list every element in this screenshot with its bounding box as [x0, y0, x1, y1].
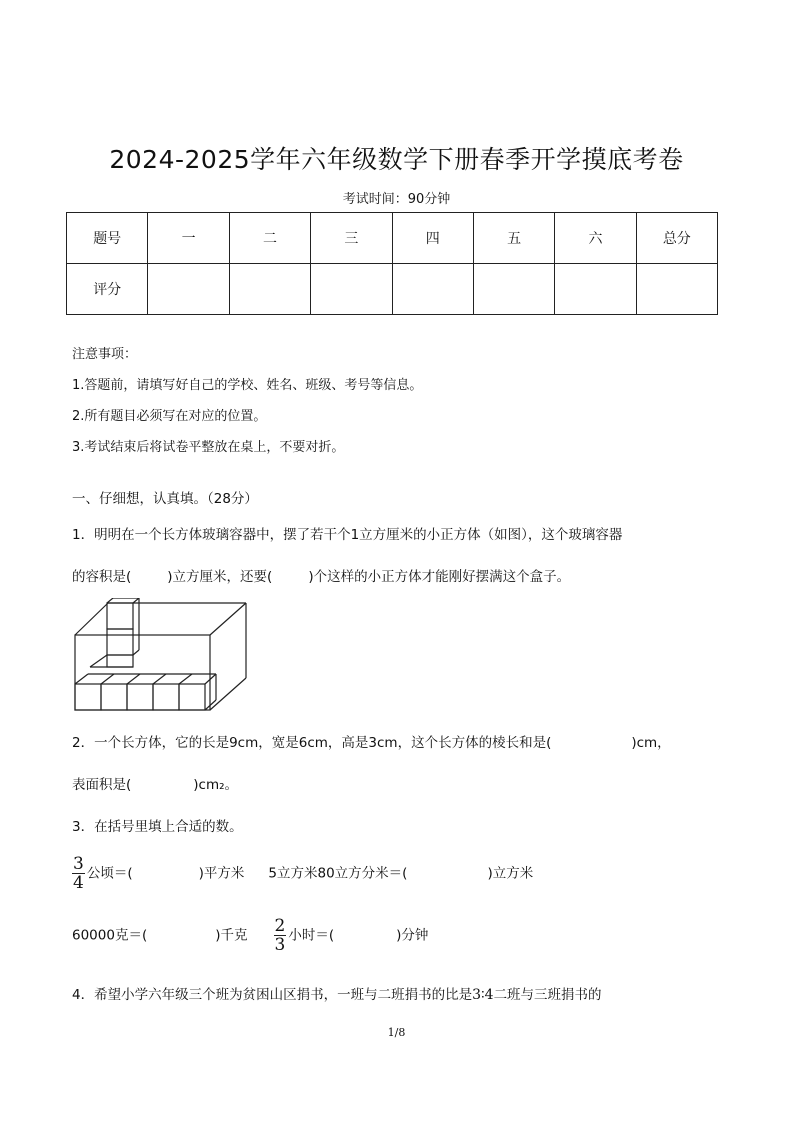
header-cell: 题号	[67, 213, 148, 264]
q3-text: )分钟	[396, 927, 429, 944]
score-cell[interactable]	[473, 264, 554, 315]
cube-container-figure	[70, 598, 252, 714]
q2-text: )cm₂。	[193, 777, 239, 793]
section-heading: 一、仔细想，认真填。（28分）	[72, 491, 258, 507]
q3-text: 公顷＝(	[86, 865, 133, 882]
header-cell: 一	[148, 213, 229, 264]
notes-heading: 注意事项：	[72, 347, 138, 362]
q3-text: )平方米	[198, 865, 245, 882]
header-cell: 总分	[636, 213, 717, 264]
question-3-heading: 3．在括号里填上合适的数。	[72, 819, 243, 835]
fraction-denominator: 3	[274, 935, 286, 955]
ratio-value: 3∶4	[472, 987, 494, 1003]
score-table-score-row	[67, 264, 718, 315]
q1-text: )个这样的小正方体才能刚好摆满这个盒子。	[308, 569, 571, 585]
q2-text: 表面积是(	[72, 777, 132, 793]
fraction-two-thirds	[274, 917, 287, 954]
score-cell[interactable]	[636, 264, 717, 315]
page-title: 2024-2025学年六年级数学下册春季开学摸底考卷	[109, 145, 684, 174]
q1-text: )立方厘米，还要(	[167, 569, 273, 585]
question-3-row-2	[72, 917, 428, 954]
header-cell: 三	[311, 213, 392, 264]
fraction-denominator: 4	[73, 873, 84, 893]
score-cell[interactable]	[555, 264, 636, 315]
q2-text: 2．一个长方体，它的长是9cm，宽是6cm，高是3cm，这个长方体的棱长和是(	[72, 735, 552, 751]
header-cell: 二	[229, 213, 310, 264]
score-cell[interactable]	[392, 264, 473, 315]
question-4-line-1	[72, 983, 602, 1003]
exam-duration: 考试时间：90分钟	[342, 192, 451, 207]
note-item: 1.答题前，请填写好自己的学校、姓名、班级、考号等信息。	[72, 378, 423, 393]
question-3-row-1	[72, 855, 533, 892]
row-label-cell: 评分	[67, 264, 148, 315]
score-cell[interactable]	[311, 264, 392, 315]
score-cell[interactable]	[229, 264, 310, 315]
header-cell: 四	[392, 213, 473, 264]
score-cell[interactable]	[148, 264, 229, 315]
q3-text: )立方米	[487, 865, 534, 882]
q4-text: 4．希望小学六年级三个班为贫困山区捐书，一班与二班捐书的比是	[72, 987, 473, 1003]
header-cell: 六	[555, 213, 636, 264]
q3-text: )千克	[215, 927, 248, 944]
q1-text: 的容积是(	[72, 569, 132, 585]
q3-text: 5立方米80立方分米＝(	[268, 865, 408, 882]
note-item: 2.所有题目必须写在对应的位置。	[72, 409, 267, 424]
question-2-line-2	[72, 773, 238, 793]
page-number: 1/8	[387, 1026, 406, 1039]
q4-text: 二班与三班捐书的	[493, 987, 602, 1003]
score-table-header-row	[67, 213, 718, 264]
question-2-line-1	[72, 731, 671, 751]
fraction-numerator: 2	[274, 916, 286, 936]
header-cell: 五	[473, 213, 554, 264]
q3-text: 小时＝(	[288, 927, 335, 944]
score-table	[66, 212, 718, 315]
question-1-line-2	[72, 565, 570, 585]
q2-text: )cm，	[631, 735, 671, 751]
question-1-line-1: 1．明明在一个长方体玻璃容器中，摆了若干个1立方厘米的小正方体（如图），这个玻璃容器	[72, 527, 623, 543]
note-item: 3.考试结束后将试卷平整放在桌上，不要对折。	[72, 440, 345, 455]
fraction-numerator: 3	[73, 854, 84, 874]
q3-text: 60000克＝(	[72, 927, 148, 944]
fraction-three-quarters	[72, 855, 85, 892]
